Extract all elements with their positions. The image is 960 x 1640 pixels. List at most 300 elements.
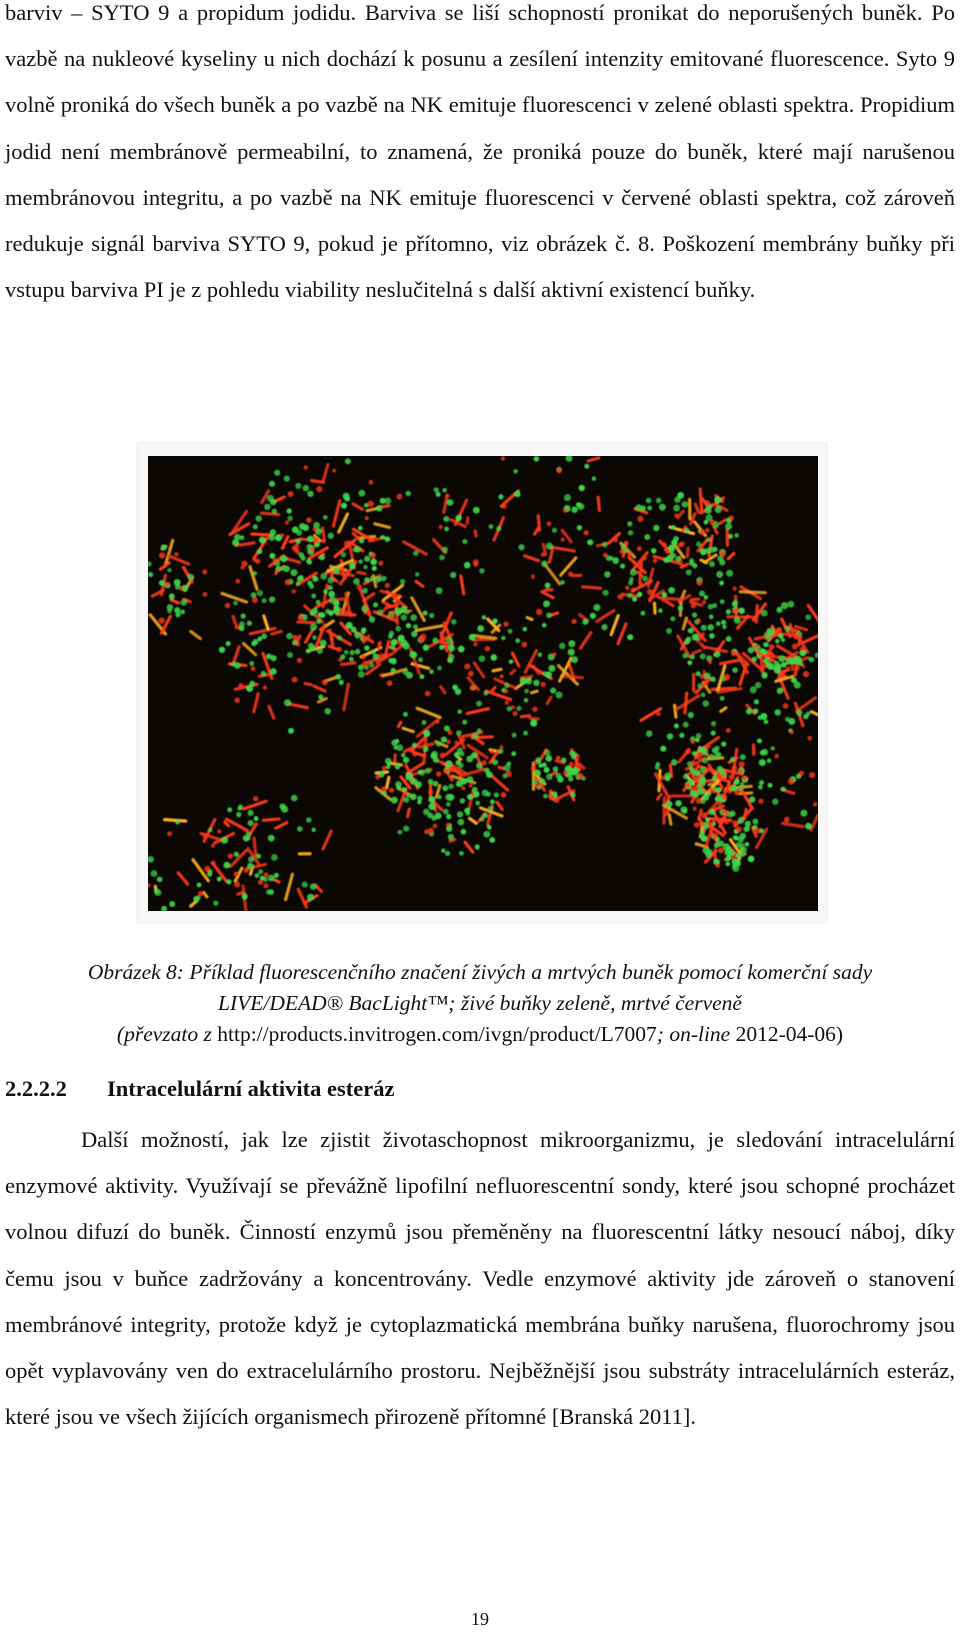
live-cell (628, 530, 634, 536)
live-cell (477, 728, 481, 732)
live-cell (632, 597, 637, 602)
dead-cell (240, 566, 244, 570)
live-cell (750, 686, 757, 693)
live-cell (403, 825, 409, 831)
dead-cell (696, 618, 701, 623)
live-cell (709, 633, 715, 639)
live-cell (542, 623, 547, 628)
dead-cell (758, 799, 763, 804)
live-cell (316, 619, 321, 624)
dead-cell (718, 847, 724, 853)
live-cell (785, 717, 790, 722)
live-cell (217, 877, 222, 882)
live-cell (518, 544, 524, 550)
live-cell (745, 821, 751, 827)
live-cell (391, 639, 398, 646)
live-cell (249, 661, 254, 666)
dead-cell (234, 697, 240, 703)
live-cell (358, 671, 365, 678)
live-cell (637, 592, 642, 597)
live-cell (339, 680, 344, 685)
dead-cell (603, 553, 608, 558)
dead-cell (202, 569, 207, 574)
dead-cell (732, 586, 736, 590)
dead-cell-rod (752, 743, 756, 756)
live-cell (441, 848, 445, 852)
dead-cell (710, 520, 716, 526)
live-cell (761, 761, 766, 766)
dead-cell (724, 820, 729, 825)
dead-cell (382, 766, 387, 771)
live-cell (732, 865, 739, 872)
live-cell (280, 555, 287, 562)
live-cell (699, 832, 705, 838)
dead-cell (435, 720, 439, 724)
live-cell (448, 784, 454, 790)
dead-cell (378, 641, 382, 645)
live-cell (446, 802, 451, 807)
live-cell (675, 800, 681, 806)
live-cell (646, 730, 653, 737)
live-cell (174, 607, 180, 613)
dead-cell (721, 794, 727, 800)
dead-cell (719, 551, 725, 557)
live-cell (403, 757, 409, 763)
live-cell (672, 540, 677, 545)
dead-cell (569, 762, 574, 767)
live-cell (328, 585, 333, 590)
live-cell (557, 776, 564, 783)
live-cell (546, 774, 553, 781)
live-cell (287, 652, 293, 658)
live-cell (441, 736, 447, 742)
live-cell (714, 497, 719, 502)
dead-cell (338, 581, 342, 585)
dead-cell (729, 515, 734, 520)
dead-cell (202, 833, 207, 838)
dead-cell (533, 761, 538, 766)
live-cell (296, 581, 300, 585)
live-cell (391, 740, 397, 746)
live-cell (296, 539, 301, 544)
live-cell (475, 801, 480, 806)
live-cell (451, 619, 457, 625)
dead-cell (731, 651, 737, 657)
live-cell (543, 794, 548, 799)
live-cell (436, 587, 443, 594)
live-cell (682, 653, 687, 658)
body-paragraph-bottom: Další možností, jak lze zjistit životaschopnost mikroorganizmu, je sledování intracelulární enzymové aktivity. Využívají se převážně lipofilní nefluorescentní sondy, které jsou schopné procházet volnou difuzí do buněk. Činností enzymů jsou přeměněny na fluorescentní látky nesoucí náboj, díky čemu jsou v buňce zadržovány a koncentrovány. Vedle enzymové aktivity jde zároveň o stanovení membránové integrity, protože když je cytoplazmatická membrána buňky narušena, fluorochromy jsou opět vyplavovány ven do extracelulárního prostoru. Nejběžnější jsou substráty intracelulárních esteráz, které jsou ve všech žijících organismech přirozeně přítomné [Branská 2011]. (5, 1127, 955, 1430)
live-cell (373, 654, 379, 660)
live-cell (774, 661, 778, 665)
dead-cell (568, 571, 573, 576)
live-cell (489, 837, 495, 843)
live-cell (760, 648, 765, 653)
live-cell (429, 613, 434, 618)
live-cell (406, 623, 411, 628)
dead-cell (813, 802, 817, 806)
dead-cell-rod (298, 852, 312, 855)
live-cell (805, 823, 812, 830)
live-cell (431, 751, 438, 758)
live-cell (317, 648, 323, 654)
live-cell (388, 634, 393, 639)
dead-cell (165, 582, 170, 587)
live-cell (553, 766, 559, 772)
live-cell (432, 637, 438, 643)
live-cell (328, 610, 334, 616)
dead-cell (469, 784, 473, 788)
live-cell (423, 610, 428, 615)
live-cell (287, 516, 292, 521)
live-cell (257, 549, 262, 554)
live-cell (253, 524, 258, 529)
live-cell (455, 515, 461, 521)
dead-cell (665, 549, 670, 554)
live-cell (410, 614, 417, 621)
live-cell (727, 812, 733, 818)
live-cell (381, 576, 387, 582)
dead-cell (685, 783, 691, 789)
caption-separator: ; (656, 1022, 670, 1046)
live-cell (796, 710, 802, 716)
live-cell (651, 548, 657, 554)
dead-cell (473, 642, 477, 646)
live-cell (584, 464, 589, 469)
live-cell (219, 647, 225, 653)
live-cell (712, 603, 717, 608)
live-cell (431, 815, 436, 820)
live-cell (612, 557, 619, 564)
dead-cell (291, 589, 295, 593)
live-cell (223, 862, 230, 869)
live-cell (307, 491, 313, 497)
live-cell (726, 609, 731, 614)
live-cell (445, 760, 452, 767)
live-cell (397, 830, 402, 835)
live-cell (715, 506, 722, 513)
dead-cell (738, 761, 744, 767)
live-cell (772, 798, 778, 804)
live-cell (259, 537, 266, 544)
live-cell (354, 632, 361, 639)
live-cell (688, 628, 694, 634)
live-cell (151, 870, 158, 877)
dead-cell (389, 788, 394, 793)
live-cell (627, 593, 633, 599)
dead-cell (313, 537, 319, 543)
live-cell (307, 894, 314, 901)
live-cell (743, 826, 749, 832)
live-cell (732, 601, 738, 607)
live-cell (666, 628, 672, 634)
live-cell (722, 625, 727, 630)
dead-cell (313, 527, 318, 532)
live-cell (681, 501, 688, 508)
dead-cell (798, 635, 803, 640)
dead-cell (501, 792, 507, 798)
live-cell (261, 633, 267, 639)
live-cell (590, 613, 596, 619)
live-cell (458, 646, 465, 653)
live-cell (705, 507, 712, 514)
live-cell (394, 745, 398, 749)
live-cell (328, 533, 334, 539)
dead-cell (211, 844, 215, 848)
live-cell (692, 563, 697, 568)
live-cell (297, 576, 302, 581)
live-cell (717, 766, 724, 773)
live-cell (646, 498, 652, 504)
dead-cell (292, 635, 298, 641)
live-cell (710, 677, 716, 683)
dead-cell-rod (662, 796, 666, 825)
live-cell (755, 682, 761, 688)
live-cell (720, 696, 725, 701)
live-cell (644, 534, 650, 540)
live-cell (442, 785, 448, 791)
live-cell (795, 656, 801, 662)
dead-cell (674, 513, 678, 517)
live-cell (255, 873, 260, 878)
live-cell (515, 638, 520, 643)
live-cell (434, 487, 439, 492)
dead-cell (694, 822, 700, 828)
live-cell (703, 700, 710, 707)
live-cell (363, 565, 367, 569)
dead-cell (699, 821, 704, 826)
dead-cell (370, 552, 376, 558)
live-cell (349, 562, 355, 568)
live-cell (425, 768, 431, 774)
dead-cell (734, 789, 740, 795)
dead-cell (800, 647, 804, 651)
live-cell (261, 671, 267, 677)
live-cell (231, 662, 236, 667)
live-cell (457, 811, 463, 817)
live-cell (290, 569, 297, 576)
dead-cell (738, 768, 743, 773)
live-cell (181, 599, 188, 606)
dead-cell (310, 546, 315, 551)
live-cell (306, 648, 311, 653)
live-cell (696, 671, 701, 676)
live-cell (161, 544, 167, 550)
dead-cell (159, 552, 165, 558)
live-cell (460, 798, 465, 803)
live-cell (738, 817, 745, 824)
live-cell (169, 593, 175, 599)
live-cell (621, 544, 626, 549)
live-cell (254, 816, 259, 821)
live-cell (268, 875, 275, 882)
dead-cell (362, 661, 368, 667)
live-cell (692, 751, 697, 756)
live-cell (462, 720, 467, 725)
dead-cell (547, 521, 552, 526)
dead-cell (754, 644, 758, 648)
live-cell (702, 758, 708, 764)
live-cell (687, 660, 692, 665)
dead-cell (541, 552, 545, 556)
dead-cell (647, 589, 653, 595)
live-cell (601, 624, 607, 630)
dead-cell (563, 771, 568, 776)
live-cell (538, 653, 543, 658)
dead-cell (556, 468, 562, 474)
live-cell (484, 691, 488, 695)
live-cell (169, 901, 175, 907)
live-cell (642, 576, 648, 582)
live-cell (690, 654, 695, 659)
dead-cell (454, 740, 458, 744)
dead-cell (428, 828, 434, 834)
live-cell (257, 590, 263, 596)
dead-cell (662, 542, 666, 546)
live-cell (501, 636, 505, 640)
live-cell (439, 555, 445, 561)
dead-cell (397, 494, 403, 500)
live-cell (668, 587, 675, 594)
live-cell (709, 561, 715, 567)
live-cell (404, 609, 409, 614)
dead-cell (158, 617, 164, 623)
live-cell (684, 528, 689, 533)
live-cell (372, 566, 377, 571)
caption-online-label: on-line (669, 1022, 731, 1046)
live-cell (341, 552, 346, 557)
live-cell (489, 524, 494, 529)
live-cell (543, 600, 550, 607)
live-cell (266, 654, 272, 660)
caption-source-url[interactable]: http://products.invitrogen.com/ivgn/product/L7007 (217, 1022, 657, 1046)
live-cell (740, 754, 746, 760)
dead-cell (338, 658, 342, 662)
live-cell (284, 699, 291, 706)
dead-cell (361, 655, 366, 660)
dead-cell (715, 647, 720, 652)
dead-cell (774, 754, 779, 759)
live-cell (627, 521, 632, 526)
dead-cell (174, 552, 178, 556)
live-cell (734, 779, 740, 785)
live-cell (213, 900, 218, 905)
live-cell (721, 741, 726, 746)
dead-cell (764, 654, 768, 658)
live-cell (437, 795, 441, 799)
live-cell (546, 543, 553, 550)
live-cell (255, 515, 261, 521)
live-cell (391, 668, 396, 673)
dead-cell (552, 652, 556, 656)
live-cell (701, 625, 707, 631)
live-cell (577, 525, 582, 530)
live-cell (707, 624, 714, 631)
live-cell (443, 516, 449, 522)
caption-source-prefix: (převzato z (116, 1022, 218, 1046)
dead-cell (387, 680, 393, 686)
dead-cell (696, 798, 702, 804)
live-cell (148, 572, 153, 577)
live-cell (516, 706, 521, 711)
dead-cell (614, 538, 618, 542)
live-cell (757, 738, 762, 743)
live-cell (539, 778, 545, 784)
live-cell (364, 577, 369, 582)
live-cell (423, 644, 429, 650)
dead-cell (316, 486, 322, 492)
live-cell (785, 626, 791, 632)
dead-cell (244, 868, 249, 873)
live-cell (571, 656, 578, 663)
live-cell (419, 674, 424, 679)
live-cell (401, 753, 406, 758)
live-cell (400, 579, 405, 584)
live-cell (758, 785, 763, 790)
live-cell (258, 637, 263, 642)
live-cell (288, 728, 294, 734)
dead-cell (541, 682, 546, 687)
live-cell (726, 636, 732, 642)
live-cell (683, 774, 688, 779)
live-cell (545, 755, 552, 762)
live-cell (457, 748, 463, 754)
live-cell (208, 828, 213, 833)
dead-cell (204, 866, 210, 872)
live-cell (337, 635, 342, 640)
dead-cell (796, 666, 800, 670)
dead-cell (273, 558, 278, 563)
live-cell (159, 580, 165, 586)
live-cell (781, 787, 786, 792)
live-cell (239, 625, 245, 631)
dead-cell (412, 751, 417, 756)
live-cell (647, 506, 652, 511)
live-cell (809, 657, 815, 663)
live-cell (446, 814, 451, 819)
live-cell (447, 499, 454, 506)
dead-cell (285, 579, 291, 585)
live-cell (238, 804, 243, 809)
live-cell (561, 757, 566, 762)
dead-cell (708, 787, 714, 793)
dead-cell (264, 872, 269, 877)
live-cell (781, 602, 788, 609)
dead-cell (799, 771, 804, 776)
dead-cell (470, 685, 475, 690)
live-cell (498, 749, 503, 754)
dead-cell (234, 871, 239, 876)
dead-cell (228, 853, 233, 858)
live-cell (256, 854, 261, 859)
live-cell (720, 599, 725, 604)
live-cell (728, 534, 733, 539)
figure-caption-line-1: Obrázek 8: Příklad fluorescenčního značení živých a mrtvých buněk pomocí komerční sady (87, 960, 873, 984)
live-cell (671, 525, 676, 530)
live-cell (627, 634, 633, 640)
dead-cell (253, 796, 259, 802)
live-cell (444, 526, 449, 531)
dead-cell (332, 469, 336, 473)
live-cell (692, 612, 697, 617)
dead-cell (697, 580, 703, 586)
dead-cell (389, 615, 394, 620)
live-cell (666, 801, 673, 808)
dead-cell (770, 653, 775, 658)
live-cell (423, 730, 430, 737)
dead-cell (217, 829, 221, 833)
dead-cell (381, 786, 387, 792)
